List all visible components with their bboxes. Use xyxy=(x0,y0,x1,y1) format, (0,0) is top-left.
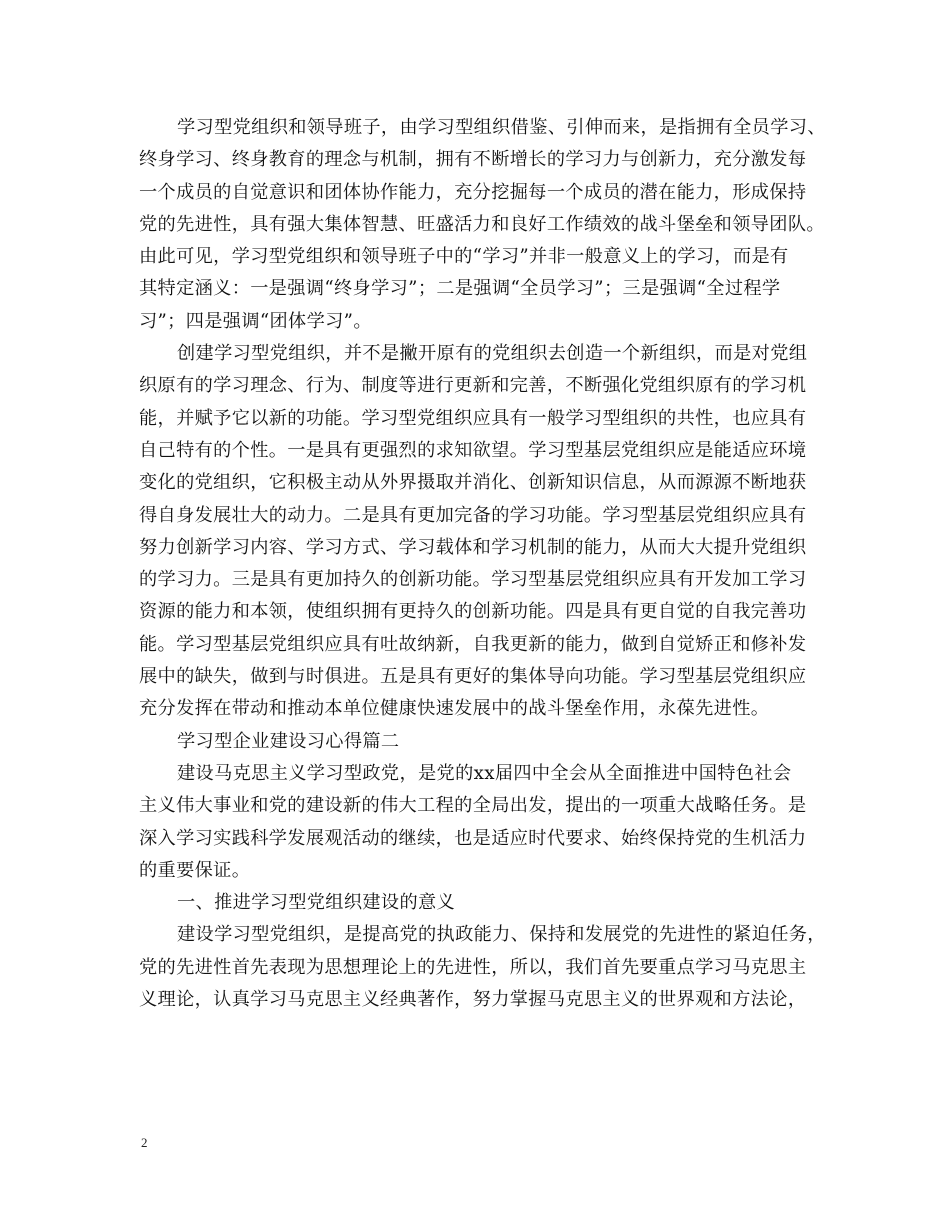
text-line: 义理论，认真学习马克思主义经典著作，努力掌握马克思主义的世界观和方法论， xyxy=(139,989,807,1011)
text-line: 展中的缺失，做到与时俱进。五是具有更好的集体导向功能。学习型基层党组织应 xyxy=(139,666,807,688)
text-line: 习”；四是强调“团体学习”。 xyxy=(139,310,372,332)
text-line: 资源的能力和本领，使组织拥有更持久的创新功能。四是具有更自觉的自我完善功 xyxy=(139,601,807,623)
text-line: 终身学习、终身教育的理念与机制，拥有不断增长的学习力与创新力，充分激发每 xyxy=(139,149,807,171)
text-line: 能。学习型基层党组织应具有吐故纳新，自我更新的能力，做到自觉矫正和修补发 xyxy=(139,633,807,655)
text-line: 其特定涵义：一是强调“终身学习”；二是强调“全员学习”；三是强调“全过程学 xyxy=(139,278,781,300)
text-line: 织原有的学习理念、行为、制度等进行更新和完善，不断强化党组织原有的学习机 xyxy=(139,375,807,397)
text-line: 党的先进性，具有强大集体智慧、旺盛活力和良好工作绩效的战斗堡垒和领导团队。 xyxy=(139,213,825,235)
text-line: 的重要保证。 xyxy=(139,859,251,881)
section-heading: 一、推进学习型党组织建设的意义 xyxy=(177,892,456,914)
text-line: 能，并赋予它以新的功能。学习型党组织应具有一般学习型组织的共性，也应具有 xyxy=(139,407,807,429)
text-line: 变化的党组织，它积极主动从外界摄取并消化、创新知识信息，从而源源不断地获 xyxy=(139,472,807,494)
text-line: 的学习力。三是具有更加持久的创新功能。学习型基层党组织应具有开发加工学习 xyxy=(139,569,807,591)
section-heading: 学习型企业建设习心得篇二 xyxy=(177,730,400,752)
text-line: 党的先进性首先表现为思想理论上的先进性，所以，我们首先要重点学习马克思主 xyxy=(139,956,807,978)
text-line: 自己特有的个性。一是具有更强烈的求知欲望。学习型基层党组织应是能适应环境 xyxy=(139,439,807,461)
text-line: 由此可见，学习型党组织和领导班子中的“学习”并非一般意义上的学习，而是有 xyxy=(139,246,789,268)
text-line: 创建学习型党组织，并不是撇开原有的党组织去创造一个新组织，而是对党组 xyxy=(177,343,808,365)
text-line: 建设马克思主义学习型政党，是党的xx届四中全会从全面推进中国特色社会 xyxy=(177,762,792,784)
text-line: 努力创新学习内容、学习方式、学习载体和学习机制的能力，从而大大提升党组织 xyxy=(139,536,807,558)
text-line: 充分发挥在带动和推动本单位健康快速发展中的战斗堡垒作用，永葆先进性。 xyxy=(139,698,770,720)
text-line: 深入学习实践科学发展观活动的继续，也是适应时代要求、始终保持党的生机活力 xyxy=(139,827,807,849)
text-line: 建设学习型党组织，是提高党的执政能力、保持和发展党的先进性的紧迫任务， xyxy=(177,924,826,946)
page-number: 2 xyxy=(141,1135,148,1150)
text-line: 学习型党组织和领导班子，由学习型组织借鉴、引伸而来，是指拥有全员学习、 xyxy=(177,117,826,138)
text-line: 得自身发展壮大的动力。二是具有更加完备的学习功能。学习型基层党组织应具有 xyxy=(139,504,807,526)
document-body xyxy=(139,112,826,1016)
text-line: 一个成员的自觉意识和团体协作能力，充分挖掘每一个成员的潜在能力，形成保持 xyxy=(139,181,807,203)
text-line: 主义伟大事业和党的建设新的伟大工程的全局出发，提出的一项重大战略任务。是 xyxy=(139,795,807,817)
